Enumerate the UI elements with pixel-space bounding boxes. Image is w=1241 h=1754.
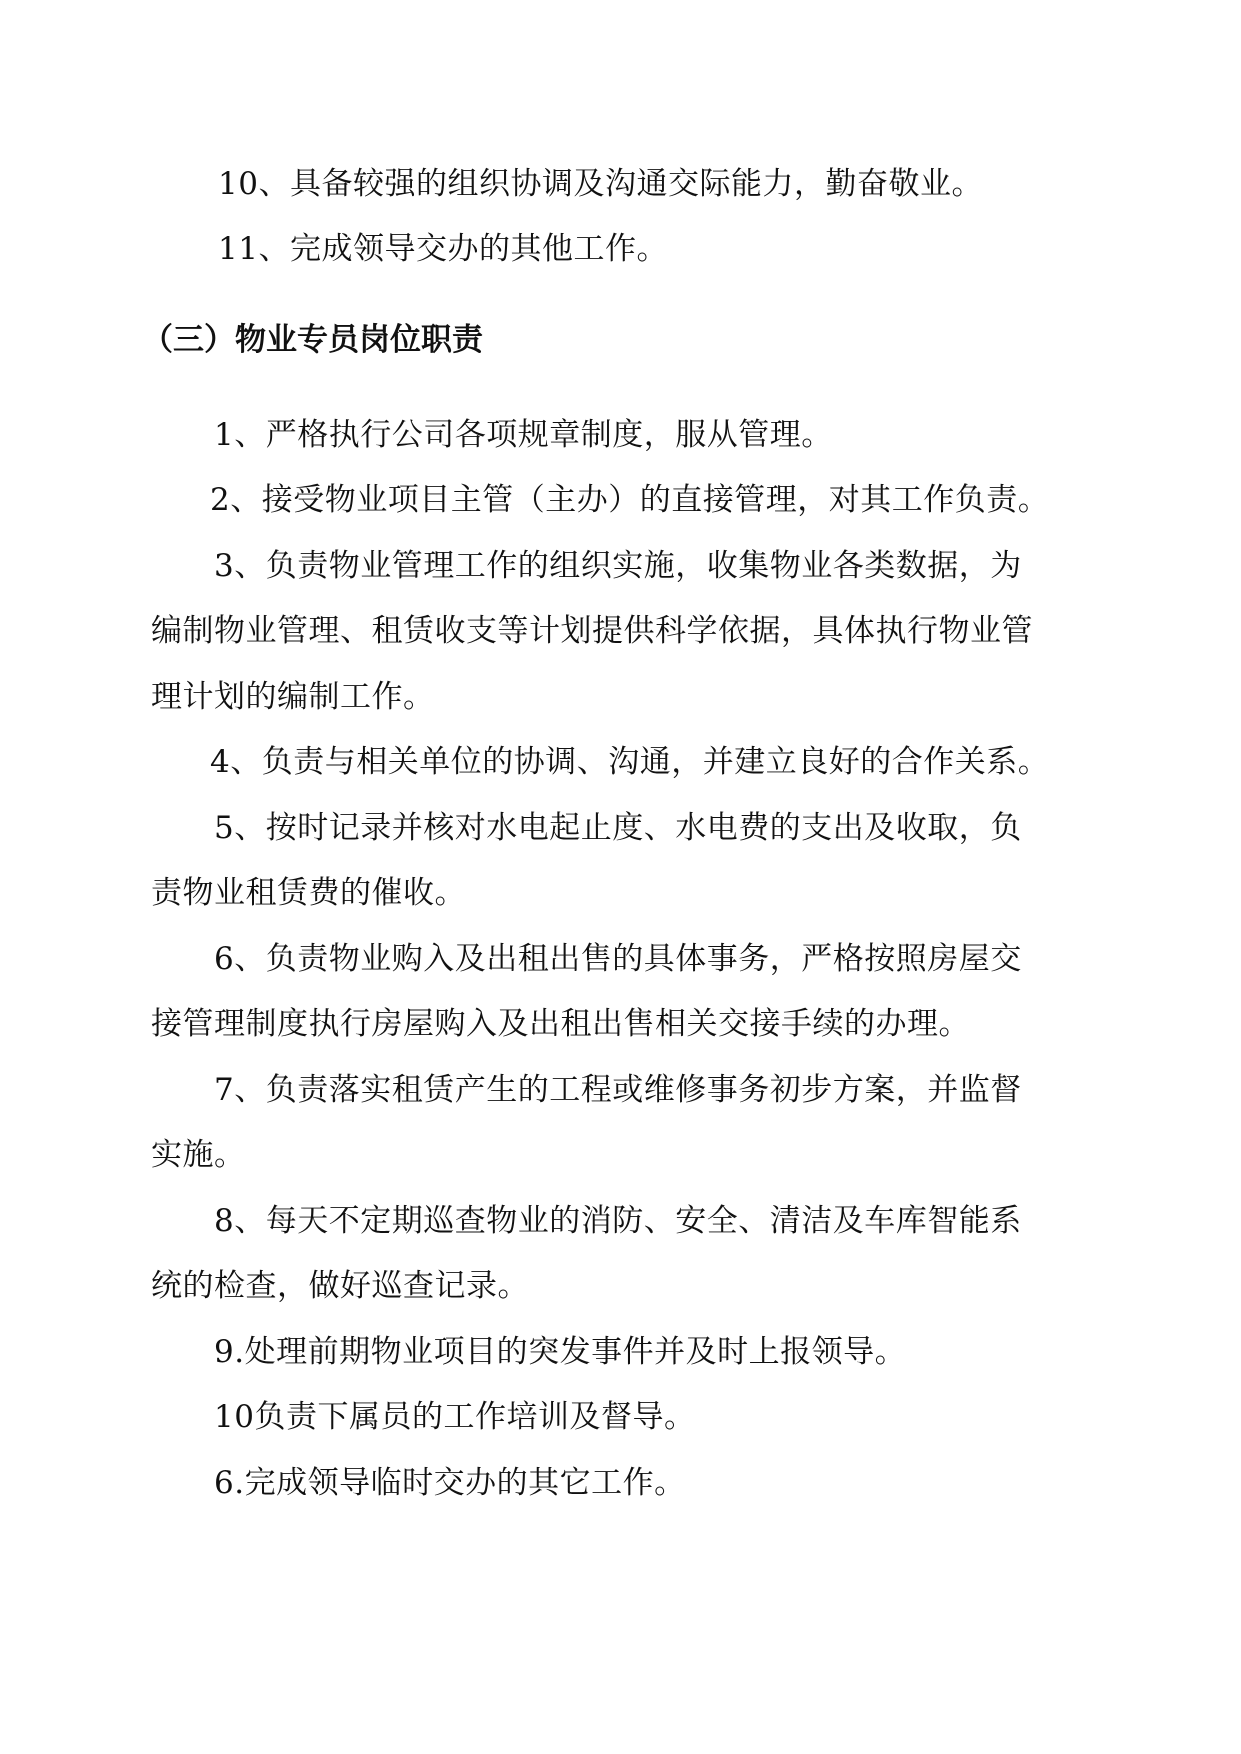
duty-item-3: 3、负责物业管理工作的组织实施，收集物业各类数据，为 (214, 548, 1022, 584)
duty-item-6: 6、负责物业购入及出租出售的具体事务，严格按照房屋交 (214, 941, 1022, 977)
duty-item-3-cont: 编制物业管理、租赁收支等计划提供科学依据，具体执行物业管 (151, 613, 1033, 649)
duty-item-7-cont: 实施。 (151, 1137, 246, 1173)
list-item-10: 10、具备较强的组织协调及沟通交际能力，勤奋敬业。 (218, 166, 983, 202)
section-heading: （三）物业专员岗位职责 (142, 322, 483, 358)
duty-item-3-cont: 理计划的编制工作。 (151, 679, 435, 715)
duty-item-2: 2、接受物业项目主管（主办）的直接管理，对其工作负责。 (210, 482, 1050, 518)
duty-item-10: 10负责下属员的工作培训及督导。 (214, 1399, 696, 1435)
duty-item-5: 5、按时记录并核对水电起止度、水电费的支出及收取，负 (214, 810, 1022, 846)
duty-item-8-cont: 统的检查，做好巡查记录。 (151, 1268, 529, 1304)
duty-item-final: 6.完成领导临时交办的其它工作。 (214, 1465, 686, 1501)
duty-item-4: 4、负责与相关单位的协调、沟通，并建立良好的合作关系。 (210, 744, 1050, 780)
duty-item-7: 7、负责落实租赁产生的工程或维修事务初步方案，并监督 (214, 1072, 1022, 1108)
duty-item-1: 1、严格执行公司各项规章制度，服从管理。 (214, 417, 833, 453)
duty-item-5-cont: 责物业租赁费的催收。 (151, 875, 466, 911)
duty-item-6-cont: 接管理制度执行房屋购入及出租出售相关交接手续的办理。 (151, 1006, 970, 1042)
duty-item-9: 9.处理前期物业项目的突发事件并及时上报领导。 (214, 1334, 907, 1370)
list-item-11: 11、完成领导交办的其他工作。 (218, 231, 668, 267)
duty-item-8: 8、每天不定期巡查物业的消防、安全、清洁及车库智能系 (214, 1203, 1022, 1239)
